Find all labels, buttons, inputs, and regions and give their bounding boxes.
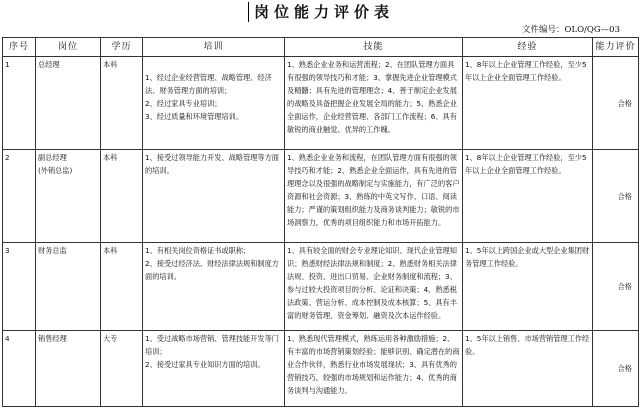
- header-training: 培训: [143, 38, 285, 57]
- header-post: 岗位: [36, 38, 101, 57]
- header-experience: 经验: [463, 38, 593, 57]
- row-training: [143, 150, 285, 243]
- row-training: [143, 57, 285, 150]
- row-grade: 合格: [593, 150, 639, 243]
- post-name: 总经理: [38, 60, 60, 69]
- row-no: 3: [3, 243, 36, 331]
- header-evaluation: 能力评价: [593, 38, 639, 57]
- table-row: [3, 57, 639, 150]
- row-skills: 1、熟悉企业业务和运营流程；2、在团队管理方面具有很强的领导技巧和才能；3、掌握先进企业管理模式及精髓；具有先进的管理理念；4、善于制定企业发展的战略及具备把握企业发展全局的能力；5、熟悉企业全面运作，企业经营管理、各部门工作流程；6、具有敏锐的商业触觉、优异的工作魄。: [285, 57, 463, 150]
- row-post: [36, 150, 101, 243]
- row-grade: 合格: [593, 57, 639, 150]
- row-training: [143, 243, 285, 331]
- row-experience: 1、8年以上企业管理工作经验，至少5年以上企业全面管理工作经验。: [463, 150, 593, 243]
- row-grade: 合格: [593, 331, 639, 407]
- training-item: 2、接受过经济法、财经法律法规和制度方面的培训。: [145, 259, 279, 281]
- row-skills: 1、熟悉企业业务和流程，在团队管理方面有很强的领导技巧和才能；2、熟悉企业全面运作，具有先进的管理理念以及很强的战略制定与实施能力，有广泛的客户资源和社会资源；3、熟练的中英文写作、口语、阅读能力；严谨的策划组织能力及商务谈判能力；敏锐的市场洞察力，优秀的项目组织能力和市场开拓能力。: [285, 150, 463, 243]
- header-skills: 技能: [285, 38, 463, 57]
- post-subtitle: (外销总监): [38, 166, 73, 175]
- row-post: [36, 331, 101, 407]
- table-row: [3, 243, 639, 331]
- row-skills: 1、具有较全面的财会专业理论知识、现代企业管理知识；熟悉财经法律法规和制度；2、熟悉财务相关法律法规、投资、进出口贸易、企业财务制度和流程；3、参与过较大投资项目的分析、论证和决策；4、熟悉税法政策、营运分析、成本控制及成本核算；5、具有丰富的财务管理、资金筹划、融资及次本运作经验。: [285, 243, 463, 331]
- header-row: [3, 38, 639, 57]
- row-training: [143, 331, 285, 407]
- header-no: 序号: [3, 38, 36, 57]
- training-item: 1、有相关岗位资格证书或职称；: [145, 246, 251, 255]
- post-name: 财务总监: [38, 246, 67, 255]
- training-item: 3、经过质量和环境管理培训。: [145, 112, 244, 121]
- training-item: 1、接受过领导能力开发、战略管理等方面的培训。: [145, 153, 279, 175]
- post-name: 副总经理: [38, 153, 67, 162]
- evaluation-table: [2, 37, 639, 407]
- row-experience: 1、5年以上跨国企业或大型企业集团财务管理工作经验。: [463, 243, 593, 331]
- document-number: 文件编号：OLO/QG—03: [521, 25, 620, 35]
- training-item: 1、受过战略市场营销、管理技能开发等门培训；: [145, 334, 279, 356]
- row-education: 本科: [101, 243, 143, 331]
- row-education: 本科: [101, 57, 143, 150]
- row-experience: 1、8年以上企业管理工作经验，至少5年以上企业全面管理工作经验。: [463, 57, 593, 150]
- row-post: [36, 243, 101, 331]
- row-no: 1: [3, 57, 36, 150]
- row-skills: 1、熟悉现代管理模式，熟练运用各种激励措施；2、有丰富的市场营销策划经验；能够识别、确定潜在的商业合作伙伴，熟悉行业市场发展现状；3、具有优秀的营销技巧，较强的市场规划和运作能力；4、优秀的商务谈判与沟通能力。: [285, 331, 463, 407]
- row-education: 大专: [101, 331, 143, 407]
- title-bar: [248, 2, 249, 22]
- training-item: 2、接受过家具专业知识方面的培训。: [145, 360, 265, 369]
- page-title: 岗位能力评价表: [254, 3, 395, 21]
- header-education: 学历: [101, 38, 143, 57]
- row-education: 本科: [101, 150, 143, 243]
- row-post: [36, 57, 101, 150]
- title-block: [0, 2, 640, 22]
- row-no: 4: [3, 331, 36, 407]
- post-name: 销售经理: [38, 334, 67, 343]
- row-experience: 1、5年以上销售、市场营销管理工作经验。: [463, 331, 593, 407]
- training-item: 2、经过家具专业培训；: [145, 99, 222, 108]
- row-no: 2: [3, 150, 36, 243]
- training-item: 1、经过企业经营管理、战略管理、经济法、财务管理方面的培训；: [145, 73, 272, 95]
- row-grade: 合格: [593, 243, 639, 331]
- table-row: [3, 331, 639, 407]
- table-row: [3, 150, 639, 243]
